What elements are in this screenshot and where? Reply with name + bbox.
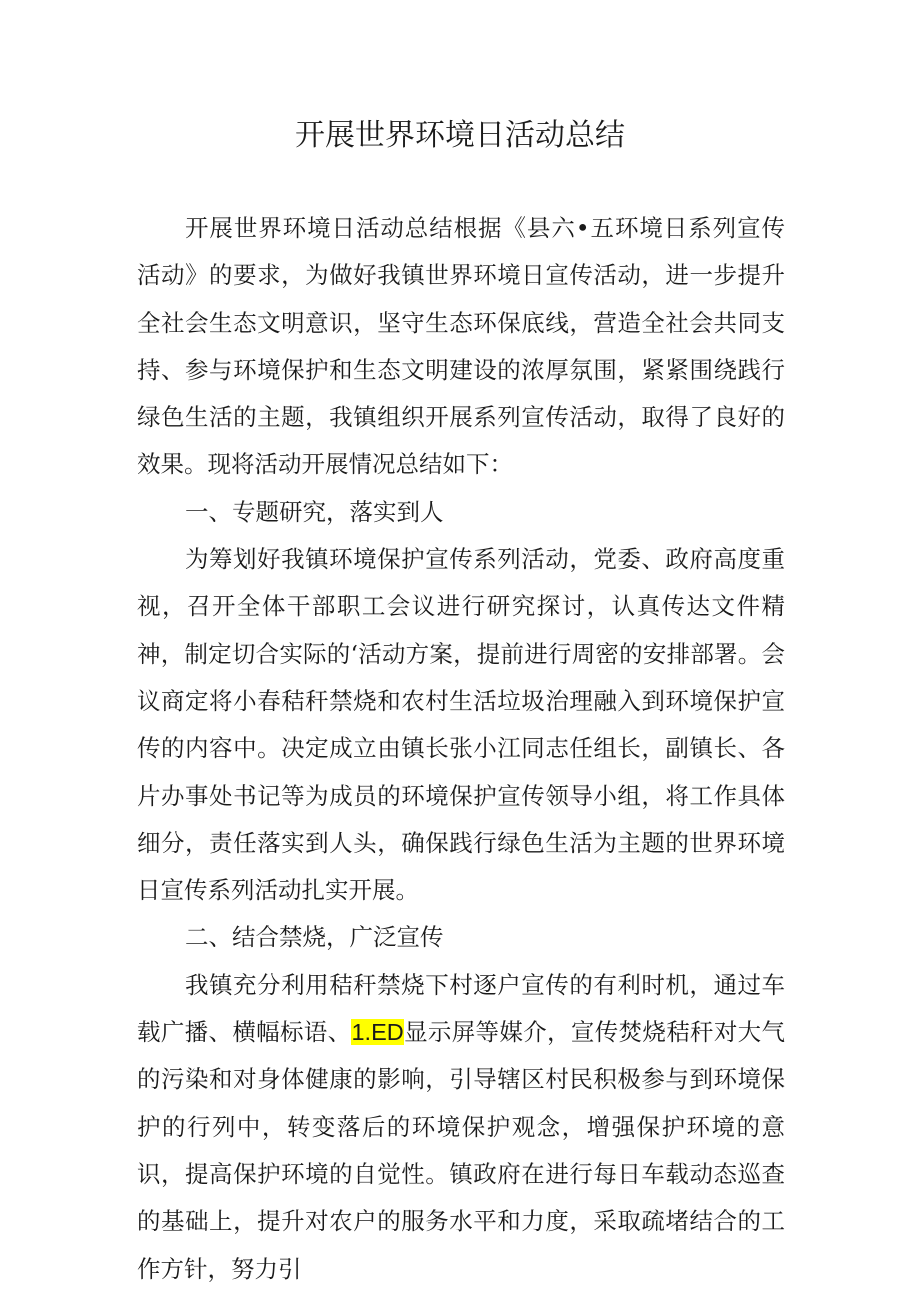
document-title: 开展世界环境日活动总结 xyxy=(295,118,625,153)
paragraph-section-1: 为筹划好我镇环境保护宣传系列活动，党委、政府高度重视，召开全体干部职工会议进行研究探讨，认真传达文件精神，制定切合实际的‘活动方案，提前进行周密的安排部署。会议商定将小春秸秆禁烧和农村生活垃圾治理融入到环境保护宣传的内容中。决定成立由镇长张小江同志任组长，副镇长、各片办事处书记等为成员的环境保护宣传领导小组，将工作具体细分，责任落实到人头，确保践行绿色生活为主题的世界环境日宣传系列活动扎实开展。 xyxy=(137,545,785,905)
paragraph-section-2 xyxy=(137,962,785,1293)
paragraph-intro: 开展世界环境日活动总结根据《县六•五环境日系列宣传活动》的要求，为做好我镇世界环境日宣传活动，进一步提升全社会生态文明意识，坚守生态环保底线，营造全社会共同支持、参与环境保护和生态文明建设的浓厚氛围，紧紧围绕践行绿色生活的主题，我镇组织开展系列宣传活动，取得了良好的效果。现将活动开展情况总结如下： xyxy=(137,214,785,479)
paragraph-section-2-text-end: 显示屏等媒介，宣传焚烧秸秆对大气的污染和对身体健康的影响，引导辖区村民积极参与到环境保护的行列中，转变落后的环境保护观念，增强保护环境的意识，提高保护环境的自觉性。镇政府在进行每日车载动态巡查的基础上，提升对农户的服务水平和力度，采取疏堵结合的工作方针，努力引 xyxy=(137,1018,786,1283)
highlighted-text: 1.ED xyxy=(351,1019,404,1046)
section-heading-1: 一、专题研究，落实到人 xyxy=(185,497,444,526)
document-body xyxy=(137,205,785,1293)
paragraph-section-2-text-start: 我镇充分利用秸秆禁烧下村逐户宣传的有利时机，通过车载广播、横幅标语、 xyxy=(137,970,785,1047)
section-heading-2: 二、结合禁烧，广泛宣传 xyxy=(185,923,444,952)
